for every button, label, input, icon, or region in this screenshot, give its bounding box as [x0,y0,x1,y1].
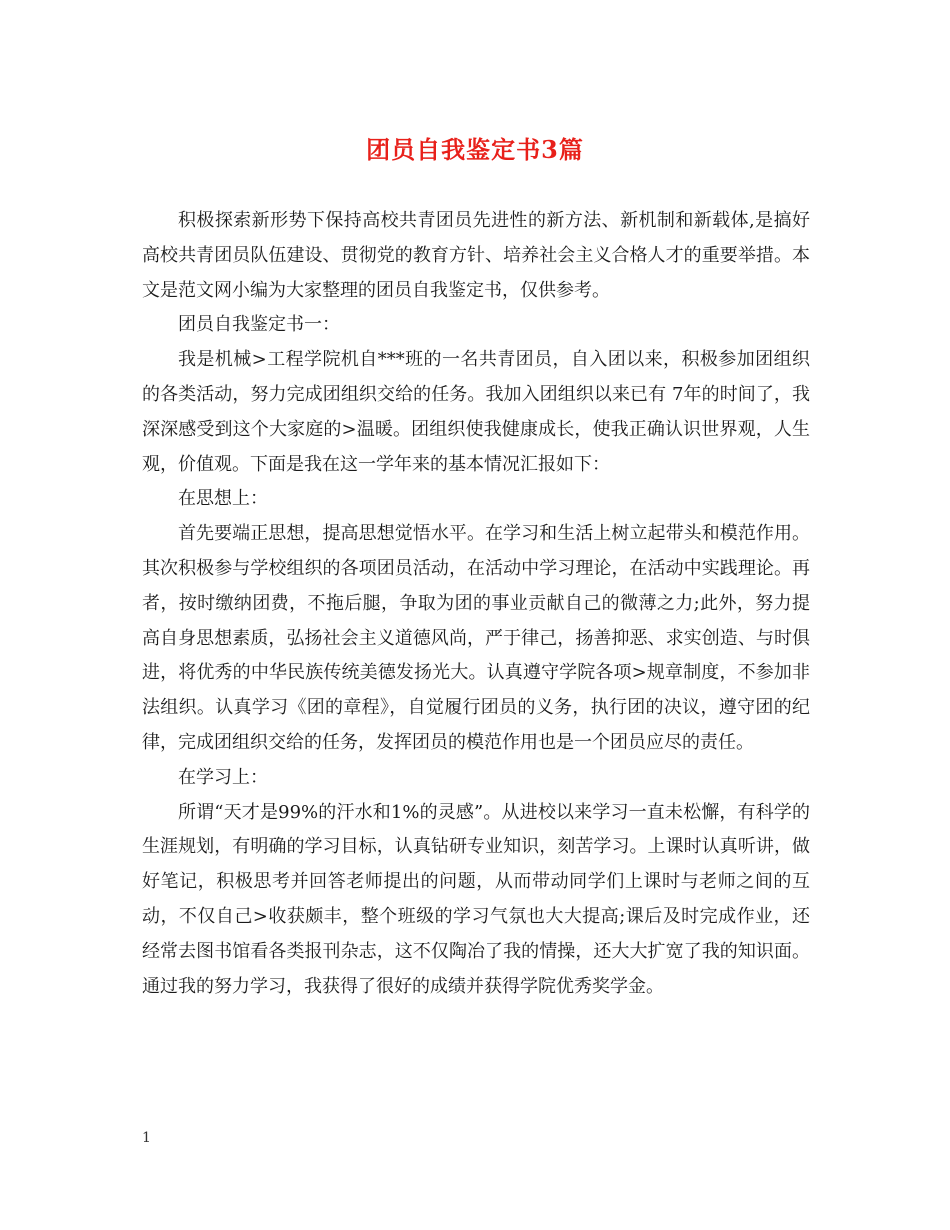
thought-paragraph: 首先要端正思想，提高思想觉悟水平。在学习和生活上树立起带头和模范作用。其次积极参与学校组织的各项团员活动，在活动中学习理论，在活动中实践理论。再者，按时缴纳团费，不拖后腿，争取为团的事业贡献自己的微薄之力;此外，努力提高自身思想素质，弘扬社会主义道德风尚，严于律己，扬善抑恶、求实创造、与时俱进，将优秀的中华民族传统美德发扬光大。认真遵守学院各项>规章制度，不参加非法组织。认真学习《团的章程》，自觉履行团员的义务，执行团的决议，遵守团的纪律，完成团组织交给的任务，发挥团员的模范作用也是一个团员应尽的责任。 [142,523,810,753]
subheading-thought: 在思想上： [178,488,268,510]
subheading-study: 在学习上： [178,766,268,788]
section-heading-one: 团员自我鉴定书一： [178,314,340,336]
intro-paragraph: 积极探索新形势下保持高校共青团员先进性的新方法、新机制和新载体,是搞好高校共青团员队伍建设、贯彻党的教育方针、培养社会主义合格人才的重要举措。本文是范文网小编为大家整理的团员自我鉴定书，仅供参考。 [142,210,810,301]
document-title: 团员自我鉴定书3篇 [366,135,584,164]
study-paragraph: 所谓“天才是99%的汗水和1%的灵感”。从进校以来学习一直未松懈，有科学的生涯规划，有明确的学习目标，认真钻研专业知识，刻苦学习。上课时认真听讲，做好笔记，积极思考并回答老师提出的问题，从而带动同学们上课时与老师之间的互动，不仅自己>收获颇丰，整个班级的学习气氛也大大提高;课后及时完成作业，还经常去图书馆看各类报刊杂志，这不仅陶冶了我的情操，还大大扩宽了我的知识面。通过我的努力学习，我获得了很好的成绩并获得学院优秀奖学金。 [142,801,810,997]
self-intro-paragraph: 我是机械>工程学院机自***班的一名共青团员，自入团以来，积极参加团组织的各类活动，努力完成团组织交给的任务。我加入团组织以来已有 7年的时间了，我深深感受到这个大家庭的>温暖。团组织使我健康成长，使我正确认识世界观，人生观，价值观。下面是我在这一学年来的基本情况汇报如下： [142,349,810,475]
document-body [142,204,810,1004]
page-number: 1 [142,1130,151,1146]
